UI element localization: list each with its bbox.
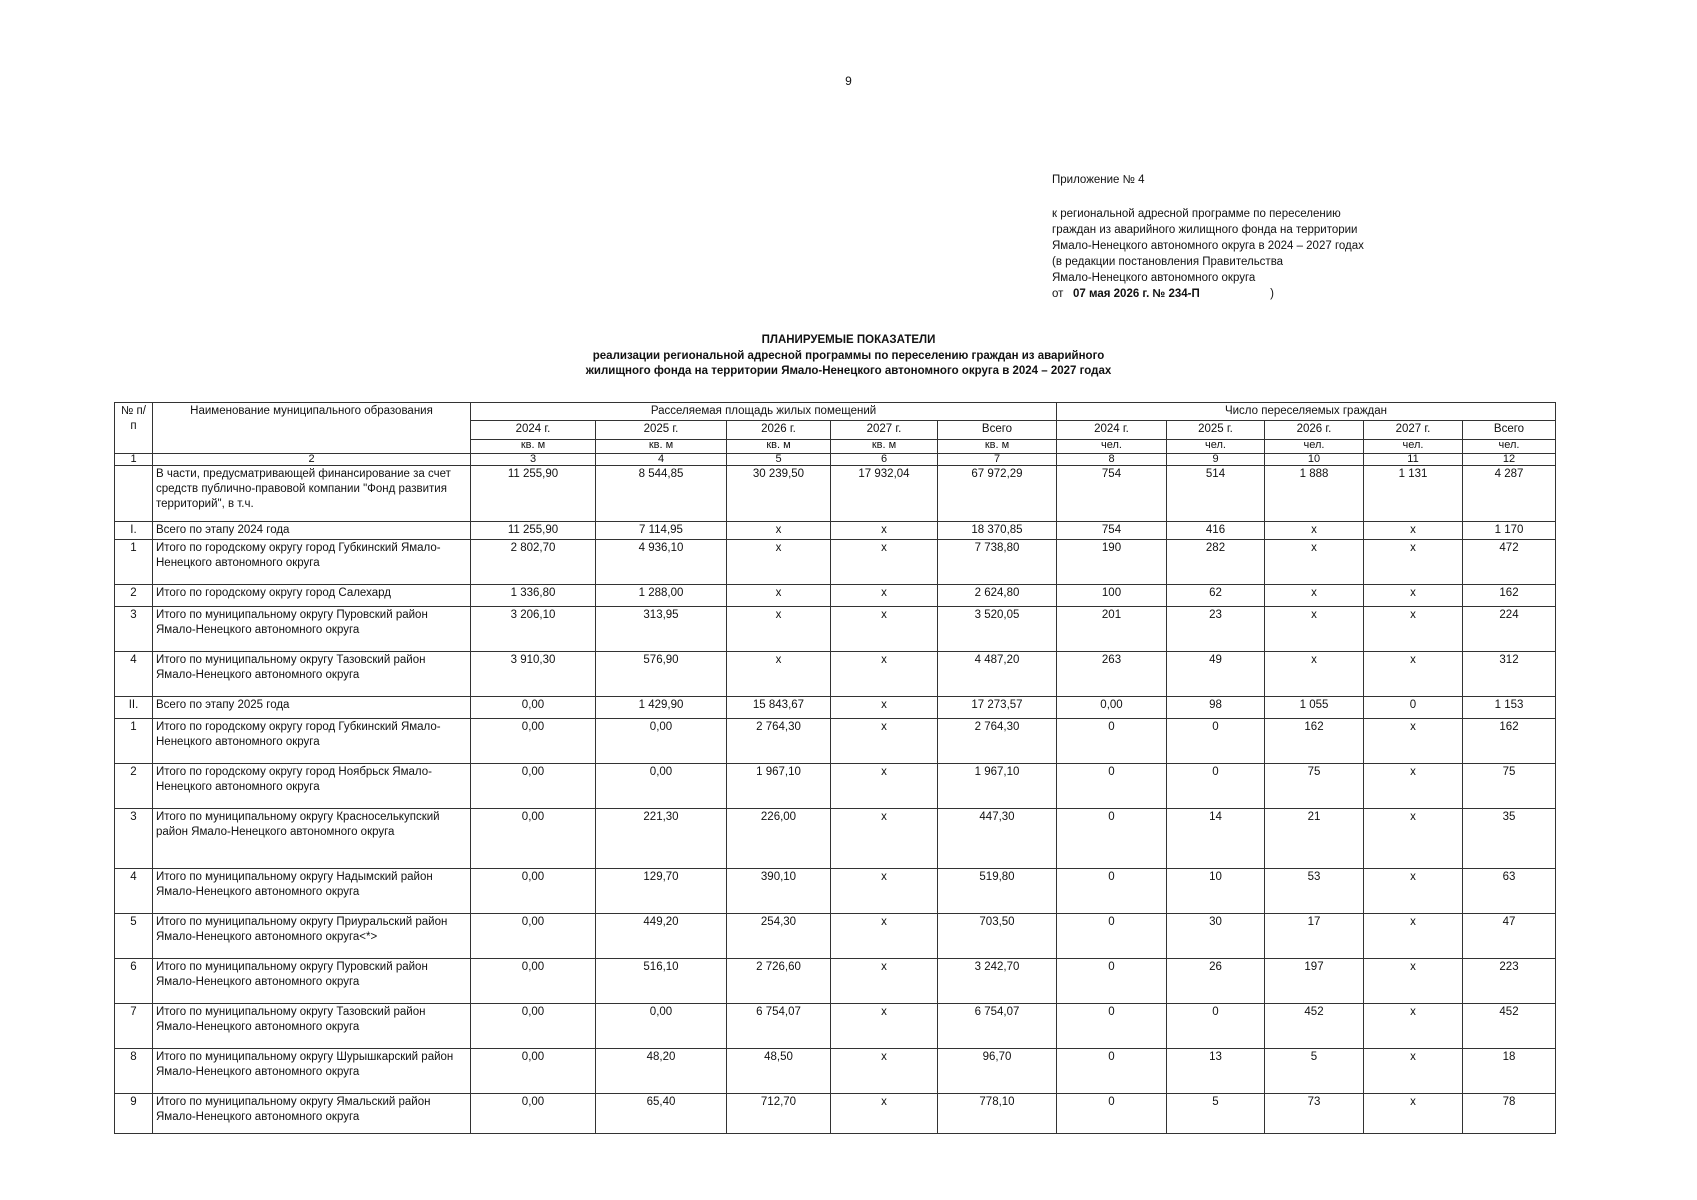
people-value-cell: 14 — [1167, 809, 1265, 869]
people-value-cell: 1 170 — [1463, 522, 1556, 540]
area-value-cell: 96,70 — [938, 1049, 1057, 1094]
people-value-cell: 73 — [1265, 1094, 1364, 1134]
row-number: 8 — [115, 1049, 153, 1094]
row-number: 4 — [115, 652, 153, 697]
municipality-name: Итого по муниципальному округу Тазовский район Ямало-Ненецкого автономного округа — [153, 652, 471, 697]
people-value-cell: 35 — [1463, 809, 1556, 869]
people-value-cell: 162 — [1265, 719, 1364, 764]
people-value-cell: 30 — [1167, 914, 1265, 959]
people-value-cell: 62 — [1167, 585, 1265, 607]
header-year: 2026 г. — [1265, 421, 1364, 440]
area-value-cell: 1 967,10 — [727, 764, 831, 809]
people-value-cell: 0 — [1364, 697, 1463, 719]
municipality-name: Итого по муниципальному округу Пуровский район Ямало-Ненецкого автономного округа — [153, 607, 471, 652]
area-value-cell: x — [831, 697, 938, 719]
header-year: Всего — [938, 421, 1057, 440]
header-name: Наименование муниципального образования — [153, 403, 471, 454]
header-unit: кв. м — [727, 440, 831, 454]
table-row — [115, 1004, 1556, 1049]
people-value-cell: x — [1364, 1049, 1463, 1094]
document-title-main: ПЛАНИРУЕМЫЕ ПОКАЗАТЕЛИ — [761, 334, 936, 346]
area-value-cell: 7 738,80 — [938, 540, 1057, 585]
area-value-cell: 2 764,30 — [727, 719, 831, 764]
area-value-cell: x — [727, 585, 831, 607]
row-number: 2 — [115, 764, 153, 809]
table-row — [115, 652, 1556, 697]
people-value-cell: x — [1364, 585, 1463, 607]
people-value-cell: x — [1364, 607, 1463, 652]
header-unit: чел. — [1057, 440, 1167, 454]
people-value-cell: 53 — [1265, 869, 1364, 914]
area-value-cell: x — [831, 585, 938, 607]
people-value-cell: 0 — [1057, 719, 1167, 764]
header-unit: кв. м — [938, 440, 1057, 454]
people-value-cell: 312 — [1463, 652, 1556, 697]
date-suffix: ) — [1270, 288, 1275, 300]
area-value-cell: 226,00 — [727, 809, 831, 869]
area-value-cell: 2 802,70 — [471, 540, 596, 585]
municipality-name: Итого по городскому округу город Губкинский Ямало-Ненецкого автономного округа — [153, 719, 471, 764]
table-row — [115, 914, 1556, 959]
row-number: 6 — [115, 959, 153, 1004]
appendix-line: (в редакции постановления Правительства — [1052, 256, 1284, 268]
people-value-cell: 17 — [1265, 914, 1364, 959]
municipality-name: Итого по муниципальному округу Надымский район Ямало-Ненецкого автономного округа — [153, 869, 471, 914]
people-value-cell: 1 888 — [1265, 466, 1364, 522]
table-row — [115, 466, 1556, 522]
area-value-cell: 3 242,70 — [938, 959, 1057, 1004]
area-value-cell: 0,00 — [471, 764, 596, 809]
area-value-cell: x — [727, 607, 831, 652]
people-value-cell: 0 — [1057, 764, 1167, 809]
people-value-cell: 0 — [1057, 1004, 1167, 1049]
table-row — [115, 607, 1556, 652]
area-value-cell: 1 288,00 — [596, 585, 727, 607]
area-value-cell: x — [831, 607, 938, 652]
people-value-cell: 416 — [1167, 522, 1265, 540]
people-value-cell: 26 — [1167, 959, 1265, 1004]
row-number: 7 — [115, 1004, 153, 1049]
area-value-cell: x — [727, 522, 831, 540]
people-value-cell: x — [1364, 914, 1463, 959]
area-value-cell: x — [831, 719, 938, 764]
header-year: Всего — [1463, 421, 1556, 440]
table-row — [115, 1049, 1556, 1094]
area-value-cell: 0,00 — [596, 1004, 727, 1049]
area-value-cell: 11 255,90 — [471, 522, 596, 540]
municipality-name: Итого по городскому округу город Салехард — [153, 585, 471, 607]
people-value-cell: 282 — [1167, 540, 1265, 585]
municipality-name: Всего по этапу 2025 года — [153, 697, 471, 719]
appendix-line: к региональной адресной программе по переселению — [1052, 208, 1341, 220]
municipality-name: В части, предусматривающей финансирование за счет средств публично-правовой компании "Фонд развития территорий", в т.ч. — [153, 466, 471, 522]
header-unit: чел. — [1364, 440, 1463, 454]
indicators-table — [114, 402, 1556, 1134]
area-value-cell: 0,00 — [471, 959, 596, 1004]
municipality-name: Итого по муниципальному округу Тазовский район Ямало-Ненецкого автономного округа — [153, 1004, 471, 1049]
people-value-cell: x — [1364, 809, 1463, 869]
area-value-cell: x — [727, 652, 831, 697]
area-value-cell: x — [831, 869, 938, 914]
header-year: 2026 г. — [727, 421, 831, 440]
area-value-cell: 516,10 — [596, 959, 727, 1004]
people-value-cell: x — [1364, 764, 1463, 809]
header-unit: кв. м — [596, 440, 727, 454]
header-area-group: Расселяемая площадь жилых помещений — [471, 403, 1057, 421]
people-value-cell: 223 — [1463, 959, 1556, 1004]
area-value-cell: 447,30 — [938, 809, 1057, 869]
area-value-cell: 6 754,07 — [727, 1004, 831, 1049]
column-index: 12 — [1463, 454, 1556, 466]
people-value-cell: 0,00 — [1057, 697, 1167, 719]
area-value-cell: 18 370,85 — [938, 522, 1057, 540]
people-value-cell: 162 — [1463, 585, 1556, 607]
area-value-cell: 48,50 — [727, 1049, 831, 1094]
appendix-title: Приложение № 4 — [1052, 174, 1145, 186]
people-value-cell: x — [1364, 522, 1463, 540]
people-value-cell: x — [1265, 607, 1364, 652]
municipality-name: Итого по муниципальному округу Пуровский район Ямало-Ненецкого автономного округа — [153, 959, 471, 1004]
people-value-cell: 0 — [1057, 1049, 1167, 1094]
people-value-cell: 754 — [1057, 466, 1167, 522]
table-row — [115, 697, 1556, 719]
people-value-cell: x — [1265, 522, 1364, 540]
row-number: 4 — [115, 869, 153, 914]
area-value-cell: 1 429,90 — [596, 697, 727, 719]
area-value-cell: 2 764,30 — [938, 719, 1057, 764]
people-value-cell: 0 — [1057, 959, 1167, 1004]
column-index: 11 — [1364, 454, 1463, 466]
area-value-cell: 65,40 — [596, 1094, 727, 1134]
people-value-cell: x — [1364, 1004, 1463, 1049]
area-value-cell: 48,20 — [596, 1049, 727, 1094]
column-index: 9 — [1167, 454, 1265, 466]
area-value-cell: x — [831, 959, 938, 1004]
area-value-cell: 30 239,50 — [727, 466, 831, 522]
people-value-cell: 754 — [1057, 522, 1167, 540]
people-value-cell: 18 — [1463, 1049, 1556, 1094]
area-value-cell: 0,00 — [596, 764, 727, 809]
table-row — [115, 540, 1556, 585]
municipality-name: Всего по этапу 2024 года — [153, 522, 471, 540]
area-value-cell: 3 910,30 — [471, 652, 596, 697]
header-unit: кв. м — [831, 440, 938, 454]
area-value-cell: x — [831, 540, 938, 585]
area-value-cell: x — [831, 809, 938, 869]
row-number: 5 — [115, 914, 153, 959]
people-value-cell: 1 055 — [1265, 697, 1364, 719]
header-unit: чел. — [1265, 440, 1364, 454]
area-value-cell: 0,00 — [471, 914, 596, 959]
people-value-cell: 21 — [1265, 809, 1364, 869]
date-prefix: от — [1052, 288, 1064, 300]
area-value-cell: 0,00 — [471, 1094, 596, 1134]
people-value-cell: 452 — [1265, 1004, 1364, 1049]
people-value-cell: x — [1265, 585, 1364, 607]
area-value-cell: 3 520,05 — [938, 607, 1057, 652]
people-value-cell: 0 — [1057, 1094, 1167, 1134]
area-value-cell: x — [727, 540, 831, 585]
people-value-cell: 78 — [1463, 1094, 1556, 1134]
area-value-cell: 0,00 — [471, 1004, 596, 1049]
column-index: 3 — [471, 454, 596, 466]
area-value-cell: 390,10 — [727, 869, 831, 914]
municipality-name: Итого по муниципальному округу Ямальский район Ямало-Ненецкого автономного округа — [153, 1094, 471, 1134]
row-number: 1 — [115, 719, 153, 764]
people-value-cell: 472 — [1463, 540, 1556, 585]
column-index: 8 — [1057, 454, 1167, 466]
resolution-number: 07 мая 2026 г. № 234-П — [1073, 288, 1200, 300]
area-value-cell: 313,95 — [596, 607, 727, 652]
table-row — [115, 585, 1556, 607]
people-value-cell: 190 — [1057, 540, 1167, 585]
area-value-cell: 2 624,80 — [938, 585, 1057, 607]
area-value-cell: 6 754,07 — [938, 1004, 1057, 1049]
area-value-cell: 67 972,29 — [938, 466, 1057, 522]
header-people-group: Число переселяемых граждан — [1057, 403, 1556, 421]
area-value-cell: x — [831, 652, 938, 697]
area-value-cell: 4 487,20 — [938, 652, 1057, 697]
area-value-cell: x — [831, 914, 938, 959]
area-value-cell: 712,70 — [727, 1094, 831, 1134]
people-value-cell: 514 — [1167, 466, 1265, 522]
people-value-cell: x — [1364, 959, 1463, 1004]
header-year: 2025 г. — [596, 421, 727, 440]
area-value-cell: 17 273,57 — [938, 697, 1057, 719]
people-value-cell: x — [1265, 652, 1364, 697]
column-index: 4 — [596, 454, 727, 466]
area-value-cell: 703,50 — [938, 914, 1057, 959]
header-unit: чел. — [1463, 440, 1556, 454]
area-value-cell: 221,30 — [596, 809, 727, 869]
area-value-cell: 0,00 — [471, 869, 596, 914]
people-value-cell: 47 — [1463, 914, 1556, 959]
area-value-cell: 519,80 — [938, 869, 1057, 914]
area-value-cell: 0,00 — [471, 809, 596, 869]
area-value-cell: 254,30 — [727, 914, 831, 959]
column-index: 10 — [1265, 454, 1364, 466]
people-value-cell: 49 — [1167, 652, 1265, 697]
area-value-cell: 11 255,90 — [471, 466, 596, 522]
people-value-cell: x — [1364, 719, 1463, 764]
appendix-date-line — [1052, 286, 1364, 302]
row-number: 3 — [115, 607, 153, 652]
area-value-cell: x — [831, 522, 938, 540]
header-year: 2024 г. — [1057, 421, 1167, 440]
people-value-cell: 10 — [1167, 869, 1265, 914]
people-value-cell: x — [1364, 1094, 1463, 1134]
area-value-cell: x — [831, 1004, 938, 1049]
people-value-cell: 0 — [1057, 809, 1167, 869]
people-value-cell: 452 — [1463, 1004, 1556, 1049]
people-value-cell: 23 — [1167, 607, 1265, 652]
area-value-cell: 0,00 — [596, 719, 727, 764]
row-number: 1 — [115, 540, 153, 585]
area-value-cell: 8 544,85 — [596, 466, 727, 522]
people-value-cell: 224 — [1463, 607, 1556, 652]
municipality-name: Итого по муниципальному округу Шурышкарский район Ямало-Ненецкого автономного округа — [153, 1049, 471, 1094]
municipality-name: Итого по муниципальному округу Приуральский район Ямало-Ненецкого автономного округа<*> — [153, 914, 471, 959]
row-number: 9 — [115, 1094, 153, 1134]
table-row — [115, 869, 1556, 914]
column-index: 6 — [831, 454, 938, 466]
people-value-cell: 162 — [1463, 719, 1556, 764]
table-row — [115, 522, 1556, 540]
header-year: 2025 г. — [1167, 421, 1265, 440]
row-number — [115, 466, 153, 522]
area-value-cell: 17 932,04 — [831, 466, 938, 522]
appendix-line: Ямало-Ненецкого автономного округа — [1052, 272, 1256, 284]
people-value-cell: 263 — [1057, 652, 1167, 697]
area-value-cell: 15 843,67 — [727, 697, 831, 719]
table-row — [115, 809, 1556, 869]
people-value-cell: 197 — [1265, 959, 1364, 1004]
people-value-cell: 0 — [1057, 869, 1167, 914]
municipality-name: Итого по муниципальному округу Красноселькупский район Ямало-Ненецкого автономного округа — [153, 809, 471, 869]
people-value-cell: x — [1265, 540, 1364, 585]
header-year: 2024 г. — [471, 421, 596, 440]
column-index: 2 — [153, 454, 471, 466]
people-value-cell: 1 131 — [1364, 466, 1463, 522]
people-value-cell: 0 — [1167, 719, 1265, 764]
people-value-cell: x — [1364, 869, 1463, 914]
people-value-cell: 201 — [1057, 607, 1167, 652]
people-value-cell: 5 — [1265, 1049, 1364, 1094]
document-title-line: жилищного фонда на территории Ямало-Ненецкого автономного округа в 2024 – 2027 годах — [585, 365, 1112, 377]
area-value-cell: 0,00 — [471, 697, 596, 719]
area-value-cell: 129,70 — [596, 869, 727, 914]
people-value-cell: x — [1364, 540, 1463, 585]
people-value-cell: 13 — [1167, 1049, 1265, 1094]
people-value-cell: 5 — [1167, 1094, 1265, 1134]
header-year: 2027 г. — [831, 421, 938, 440]
people-value-cell: 63 — [1463, 869, 1556, 914]
area-value-cell: x — [831, 1094, 938, 1134]
row-number: II. — [115, 697, 153, 719]
area-value-cell: 3 206,10 — [471, 607, 596, 652]
people-value-cell: 0 — [1167, 1004, 1265, 1049]
header-unit: чел. — [1167, 440, 1265, 454]
area-value-cell: 0,00 — [471, 719, 596, 764]
header-no: № п/п — [115, 403, 153, 454]
area-value-cell: 2 726,60 — [727, 959, 831, 1004]
area-value-cell: 0,00 — [471, 1049, 596, 1094]
area-value-cell: x — [831, 764, 938, 809]
row-number: 3 — [115, 809, 153, 869]
page-number: 9 — [845, 74, 852, 88]
people-value-cell: 75 — [1463, 764, 1556, 809]
area-value-cell: 778,10 — [938, 1094, 1057, 1134]
column-index: 5 — [727, 454, 831, 466]
municipality-name: Итого по городскому округу город Ноябрьск Ямало-Ненецкого автономного округа — [153, 764, 471, 809]
municipality-name: Итого по городскому округу город Губкинский Ямало-Ненецкого автономного округа — [153, 540, 471, 585]
column-index: 1 — [115, 454, 153, 466]
document-title — [0, 333, 1697, 380]
people-value-cell: 1 153 — [1463, 697, 1556, 719]
area-value-cell: x — [831, 1049, 938, 1094]
column-index: 7 — [938, 454, 1057, 466]
table-row — [115, 764, 1556, 809]
people-value-cell: 4 287 — [1463, 466, 1556, 522]
area-value-cell: 1 336,80 — [471, 585, 596, 607]
area-value-cell: 1 967,10 — [938, 764, 1057, 809]
people-value-cell: 75 — [1265, 764, 1364, 809]
people-value-cell: 100 — [1057, 585, 1167, 607]
people-value-cell: 0 — [1057, 914, 1167, 959]
area-value-cell: 7 114,95 — [596, 522, 727, 540]
area-value-cell: 576,90 — [596, 652, 727, 697]
row-number: 2 — [115, 585, 153, 607]
area-value-cell: 4 936,10 — [596, 540, 727, 585]
appendix-line: граждан из аварийного жилищного фонда на территории — [1052, 224, 1358, 236]
table-row — [115, 959, 1556, 1004]
table-row — [115, 719, 1556, 764]
people-value-cell: 0 — [1167, 764, 1265, 809]
table-row — [115, 1094, 1556, 1134]
appendix-block — [1052, 172, 1364, 302]
header-year: 2027 г. — [1364, 421, 1463, 440]
area-value-cell: 449,20 — [596, 914, 727, 959]
document-title-line: реализации региональной адресной программы по переселению граждан из аварийного — [592, 349, 1105, 362]
header-unit: кв. м — [471, 440, 596, 454]
people-value-cell: 98 — [1167, 697, 1265, 719]
row-number: I. — [115, 522, 153, 540]
people-value-cell: x — [1364, 652, 1463, 697]
appendix-line: Ямало-Ненецкого автономного округа в 2024 – 2027 годах — [1052, 240, 1364, 252]
